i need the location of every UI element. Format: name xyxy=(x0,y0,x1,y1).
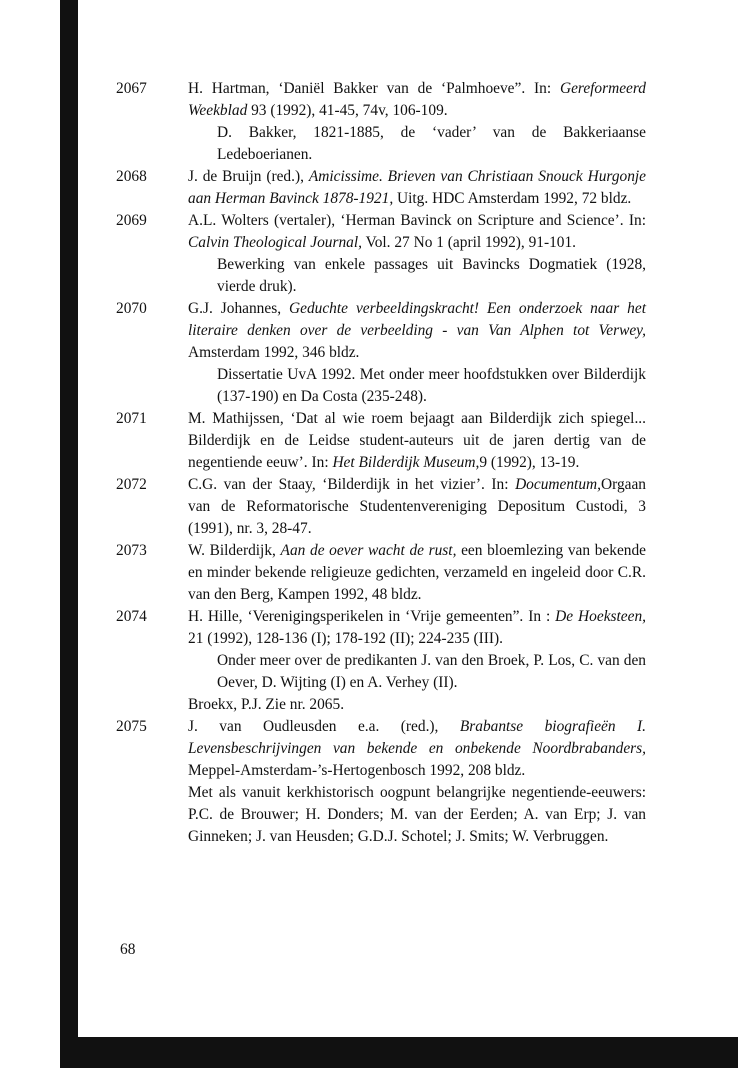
entry-number: 2068 xyxy=(116,168,147,185)
entry-body xyxy=(188,716,646,848)
entry-description: Met als vanuit kerkhistorisch oogpunt belangrijke negentiende-eeuwers: P.C. de Brouwer; H. Donders; M. van der Eerden; A. van Erp; J. van Ginneken; J. van Heusden; G.D.J. Schotel; J. Smits; W. Verbruggen. xyxy=(188,784,646,845)
entry-citation: J. de Bruijn (red.), Amicissime. Brieven van Christiaan Snouck Hurgonje aan Herman Bavinck 1878-1921, Uitg. HDC Amsterdam 1992, 72 bldz. xyxy=(188,168,647,207)
entry-body xyxy=(188,606,646,694)
list-item xyxy=(116,298,646,408)
entry-note: D. Bakker, 1821-1885, de ‘vader’ van de Bakkeriaanse Ledeboerianen. xyxy=(217,124,646,163)
list-item xyxy=(116,716,646,848)
entry-body xyxy=(188,298,646,408)
italic-title: Geduchte verbeeldingskracht! Een onderzoek naar het literaire denken over de verbeelding - van Van Alphen tot Verwey, xyxy=(188,300,646,339)
entry-number: 2069 xyxy=(116,212,147,229)
cross-reference: Broekx, P.J. Zie nr. 2065. xyxy=(188,696,345,713)
list-item xyxy=(116,474,646,540)
entry-number: 2073 xyxy=(116,542,147,559)
entry-citation: M. Mathijssen, ‘Dat al wie roem bejaagt aan Bilderdijk zich spiegel... Bilderdijk en de Leidse student-auteurs uit de jaren dertig van de negentiende eeuw’. In: Het Bilderdijk Museum,9 (1992), 13-19. xyxy=(188,410,646,471)
entry-body xyxy=(188,408,646,474)
list-item xyxy=(116,606,646,694)
list-item xyxy=(116,210,646,298)
entry-note: Dissertatie UvA 1992. Met onder meer hoofdstukken over Bilderdijk (137-190) en Da Costa (235-248). xyxy=(217,366,646,405)
list-item xyxy=(116,408,646,474)
entry-body xyxy=(188,78,646,166)
bibliography-list xyxy=(116,78,646,848)
entry-citation: A.L. Wolters (vertaler), ‘Herman Bavinck on Scripture and Science’. In: Calvin Theological Journal, Vol. 27 No 1 (april 1992), 91-101. xyxy=(188,212,646,251)
entry-citation: H. Hartman, ‘Daniël Bakker van de ‘Palmhoeve”. In: Gereformeerd Weekblad 93 (1992), 41-45, 74v, 106-109. xyxy=(188,80,646,119)
entry-note: Bewerking van enkele passages uit Bavincks Dogmatiek (1928, vierde druk). xyxy=(217,256,646,295)
entry-citation: H. Hille, ‘Verenigingsperikelen in ‘Vrije gemeenten”. In : De Hoeksteen, 21 (1992), 128-136 (I); 178-192 (II); 224-235 (III). xyxy=(188,608,646,647)
entry-citation: G.J. Johannes, Geduchte verbeeldingskracht! Een onderzoek naar het literaire denken over de verbeelding - van Van Alphen tot Verwey, Amsterdam 1992, 346 bldz. xyxy=(188,300,646,361)
italic-title: Aan de oever wacht de rust, xyxy=(280,542,457,559)
entry-body xyxy=(188,540,646,606)
entry-number: 2070 xyxy=(116,300,147,317)
entry-number: 2067 xyxy=(116,80,147,97)
entry-note: Onder meer over de predikanten J. van den Broek, P. Los, C. van den Oever, D. Wijting (I) en A. Verhey (II). xyxy=(217,652,646,691)
italic-title: Calvin Theological Journal, xyxy=(188,234,362,251)
italic-title: Gereformeerd Weekblad xyxy=(188,80,646,119)
list-item xyxy=(116,540,646,606)
scan-edge-left xyxy=(60,0,78,1068)
entry-number: 2071 xyxy=(116,410,147,427)
entry-citation: C.G. van der Staay, ‘Bilderdijk in het vizier’. In: Documentum,Orgaan van de Reformatorische Studentenvereniging Depositum Custodi, 3 (1991), nr. 3, 28-47. xyxy=(188,476,646,537)
entry-body xyxy=(188,210,646,298)
italic-title: Documentum, xyxy=(515,476,601,493)
italic-title: De Hoeksteen, xyxy=(555,608,646,625)
italic-title: Amicissime. Brieven van Christiaan Snouck Hurgonje aan Herman Bavinck 1878-1921, xyxy=(188,168,647,207)
entry-citation: J. van Oudleusden e.a. (red.), Brabantse biografieën I. Levensbeschrijvingen van bekende en onbekende Noordbrabanders, Meppel-Amsterdam-’s-Hertogenbosch 1992, 208 bldz. xyxy=(188,718,646,779)
entry-body xyxy=(188,166,646,210)
list-item xyxy=(116,166,646,210)
entry-body xyxy=(188,474,646,540)
entry-number: 2075 xyxy=(116,718,147,735)
scan-edge-bottom xyxy=(60,1037,738,1068)
italic-title: Brabantse biografieën I. Levensbeschrijvingen van bekende en onbekende Noordbrabanders, xyxy=(188,718,646,757)
entry-number: 2074 xyxy=(116,608,147,625)
list-item xyxy=(116,78,646,166)
page-number: 68 xyxy=(120,941,136,958)
italic-title: Het Bilderdijk Museum, xyxy=(332,454,480,471)
entry-number: 2072 xyxy=(116,476,147,493)
entry-citation: W. Bilderdijk, Aan de oever wacht de rust, een bloemlezing van bekende en minder bekende religieuze gedichten, verzameld en ingeleid door C.R. van den Berg, Kampen 1992, 48 bldz. xyxy=(188,542,647,603)
